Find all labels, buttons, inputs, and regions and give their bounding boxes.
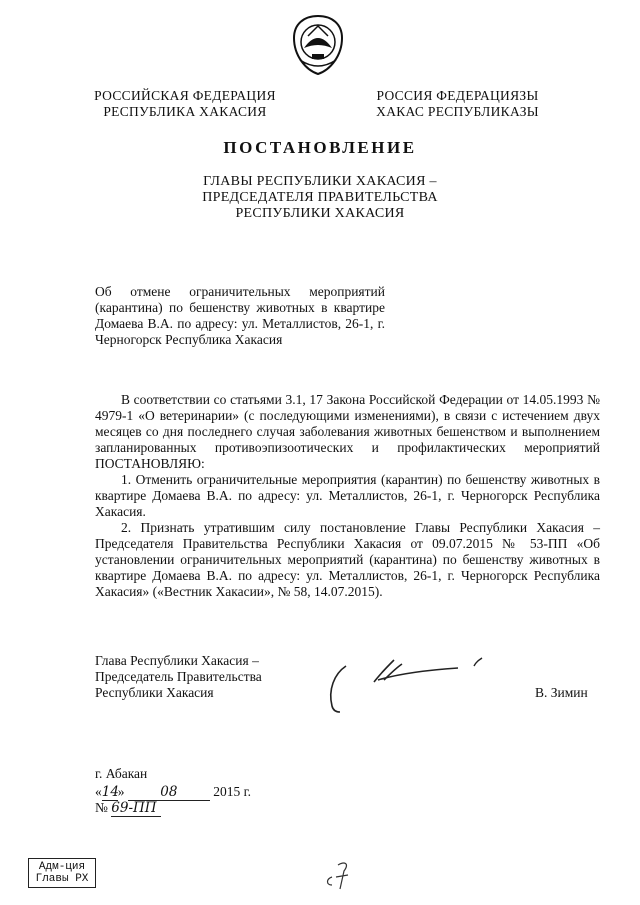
date-year: 2015 г. — [213, 784, 252, 799]
signatory-line3: Республики Хакасия — [95, 685, 214, 700]
administration-stamp — [28, 858, 96, 888]
signatory-line1: Глава Республики Хакасия – — [95, 653, 259, 668]
header-left — [90, 88, 280, 120]
body-paragraph-item-1: 1. Отменить ограничительные мероприятия (карантин) по бешенству животных в квартире Домаева В.А. по адресу: ул. Металлистов, 26-1, г. Черногорск Республика Хакасия. — [95, 472, 600, 519]
document-body — [95, 392, 600, 600]
date-day: 14 — [101, 784, 119, 800]
document-subtitle — [160, 174, 480, 222]
signatory-line2: Председатель Правительства — [95, 669, 262, 684]
document-title: ПОСТАНОВЛЕНИЕ — [223, 138, 417, 157]
stamp-line2: Главы РХ — [35, 873, 89, 885]
header-right — [360, 88, 555, 120]
body-paragraph-item-2: 2. Признать утратившим силу постановление Главы Республики Хакасия – Председателя Правительства Республики Хакасия от 09.07.2015 № 53-ПП «Об установлении ограничительных мероприятий (карантина) по бешенству животных в квартире Домаева В.А. по адресу: ул. Металлистов, 26-1, г. Черногорск Республика Хакасия» («Вестник Хакасии», № 58, 14.07.2015). — [95, 520, 600, 599]
date-month: 08 — [128, 784, 210, 801]
subtitle-line2: ПРЕДСЕДАТЕЛЯ ПРАВИТЕЛЬСТВА — [202, 190, 438, 205]
stamp-line1: Адм-ция — [38, 861, 86, 873]
number-value: 69-ПП — [111, 800, 161, 817]
handwritten-mark — [320, 855, 360, 893]
header-left-line1: РОССИЙСКАЯ ФЕДЕРАЦИЯ — [94, 88, 276, 103]
handwritten-signature — [318, 652, 488, 717]
city: г. Абакан — [95, 766, 148, 781]
subtitle-line1: ГЛАВЫ РЕСПУБЛИКИ ХАКАСИЯ – — [203, 174, 437, 189]
header-left-line2: РЕСПУБЛИКА ХАКАСИЯ — [103, 104, 267, 119]
signatory-position — [95, 653, 262, 701]
date-close-quote: » — [117, 784, 125, 799]
date-open-quote: « — [95, 784, 102, 799]
body-paragraph-preamble: В соответствии со статьями 3.1, 17 Закона Российской Федерации от 14.05.1993 № 4979-1 «О ветеринарии» (с последующими изменениями), в связи с истечением двух месяцев со дня последнего случая заболевания животных бешенством и выполнением запланированных противоэпизоотических и профилактических мероприятий ПОСТАНОВЛЯЮ: — [95, 392, 600, 471]
document-number — [95, 800, 161, 817]
header-right-line2: ХАКАС РЕСПУБЛИКАЗЫ — [376, 104, 539, 119]
header-right-line1: РОССИЯ ФЕДЕРАЦИЯЗЫ — [376, 88, 539, 103]
document-subject: Об отмене ограничительных мероприятий (карантина) по бешенству животных в квартире Домаева В.А. по адресу: ул. Металлистов, 26-1, г. Черногорск Республика Хакасия — [95, 284, 385, 347]
signatory-name: В. Зимин — [535, 685, 588, 700]
document-date — [95, 784, 275, 801]
subtitle-line3: РЕСПУБЛИКИ ХАКАСИЯ — [235, 206, 405, 221]
number-sign: № — [95, 800, 108, 815]
coat-of-arms-emblem — [290, 14, 346, 76]
